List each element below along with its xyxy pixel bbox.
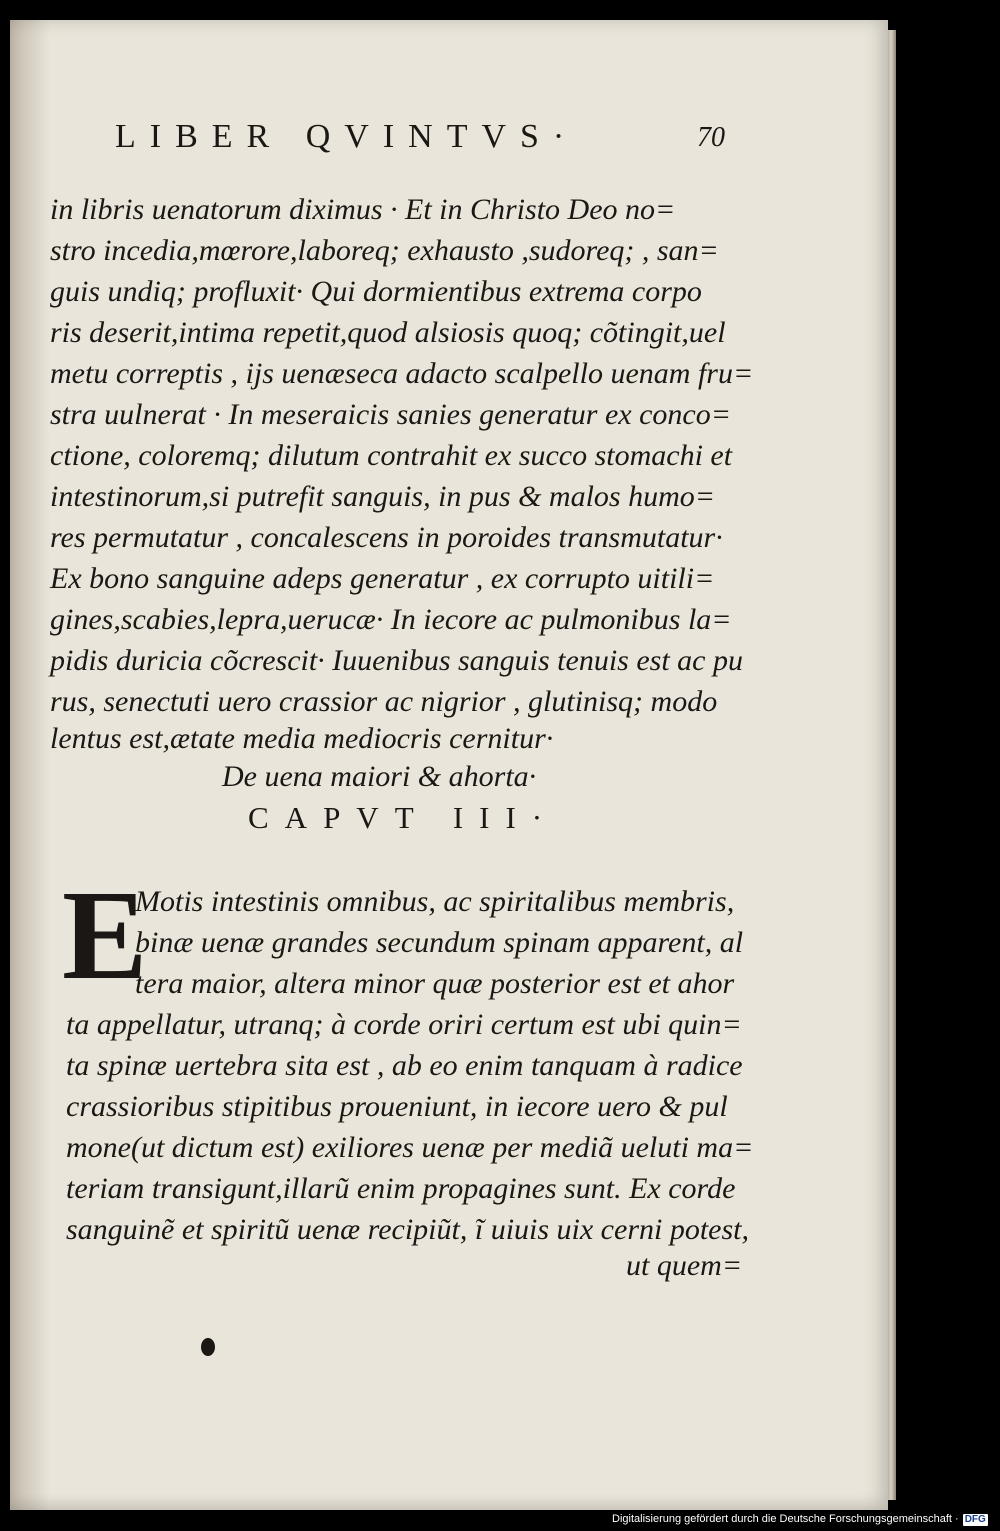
chapter-number: CAPVT III· [248,800,559,835]
text-line: intestinorum,si putrefit sanguis, in pus & malos humo= [50,480,716,513]
credit-text: Digitalisierung gefördert durch die Deutsche Forschungsgemeinschaft · [612,1513,959,1525]
text-line: mone(ut dictum est) exiliores uenæ per mediã ueluti ma= [66,1131,754,1164]
decorated-initial: E [62,864,148,1006]
running-title: LIBER QVINTVS· [115,118,579,155]
text-line: teriam transigunt,illarũ enim propagines sunt. Ex corde [66,1172,736,1205]
text-line: ris deserit,intima repetit,quod alsiosis quoq; cõtingit,uel [50,316,726,349]
book-page [10,20,888,1510]
text-line: crassioribus stipitibus proueniunt, in iecore uero & pul [66,1090,728,1123]
text-line: ctione, coloremq; dilutum contrahit ex succo stomachi et [50,439,733,472]
text-line: binæ uenæ grandes secundum spinam apparent, al [135,926,744,959]
text-line: rus, senectuti uero crassior ac nigrior , glutinisq; modo [50,685,718,718]
text-line: ta spinæ uertebra sita est , ab eo enim tanquam à radice [66,1049,743,1082]
dfg-logo-icon: DFG [964,1514,986,1525]
text-line: pidis duricia cõcrescit· Iuuenibus sanguis tenuis est ac pu [50,644,743,677]
running-header [115,118,725,168]
text-line: res permutatur , concalescens in poroides transmutatur· [50,521,723,554]
page-edge [888,30,896,1500]
text-line: gines,scabies,lepra,uerucæ· In iecore ac pulmonibus la= [50,603,732,636]
catchword: ut quem= [626,1249,743,1282]
text-line: stro incedia,mœrore,laboreq; exhausto ,sudoreq; , san= [50,234,719,267]
text-line: lentus est,ætate media mediocris cernitur· [50,722,554,755]
text-line: tera maior, altera minor quæ posterior est et ahor [135,967,735,1000]
text-line: Motis intestinis omnibus, ac spiritalibus membris, [135,885,735,918]
text-line: Ex bono sanguine adeps generatur , ex corrupto uitili= [50,562,715,595]
folio-number: 70 [697,122,725,153]
text-line: ta appellatur, utranq; à corde oriri certum est ubi quin= [66,1008,742,1041]
text-line: guis undiq; profluxit· Qui dormientibus extrema corpo [50,275,702,308]
text-line: sanguinẽ et spiritũ uenæ recipiũt, ĩ uiuis uix cerni potest, [66,1213,749,1246]
text-line: metu correptis , ijs uenæseca adacto scalpello uenam fru= [50,357,754,390]
chapter-title: De uena maiori & ahorta· [222,760,537,793]
text-line: in libris uenatorum diximus · Et in Christo Deo no= [50,193,676,226]
text-line: stra uulnerat · In meseraicis sanies generatur ex conco= [50,398,731,431]
spine-shadow [10,20,50,1510]
ink-blot [201,1338,215,1356]
digitization-credit [612,1513,988,1529]
